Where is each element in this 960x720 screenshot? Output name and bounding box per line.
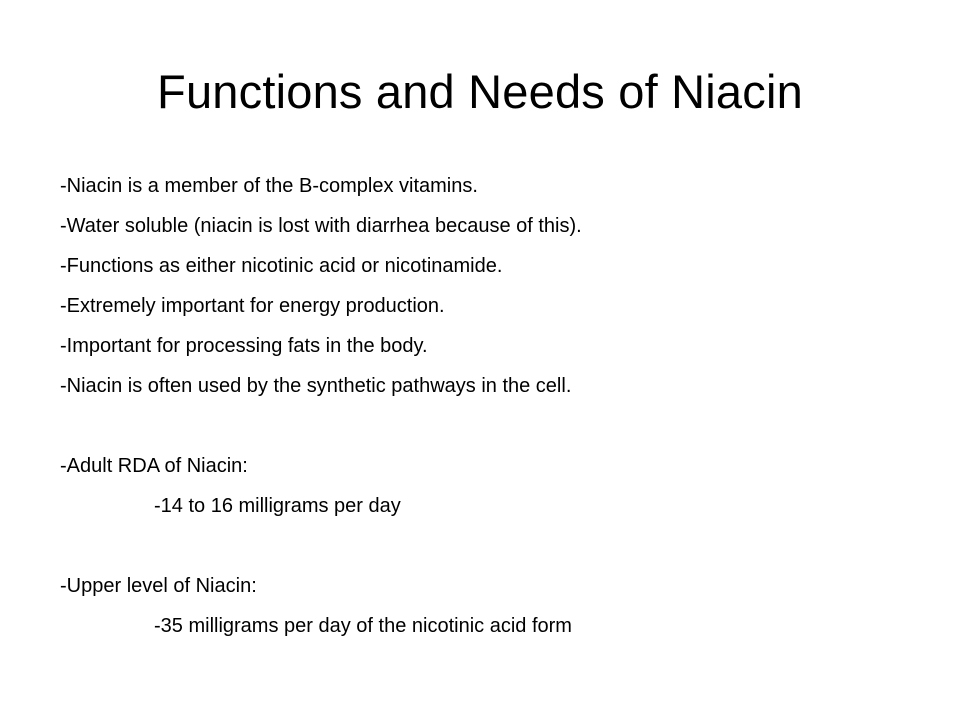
bullet-line: -Important for processing fats in the body.: [60, 335, 428, 357]
spacer: [60, 534, 920, 574]
upper-level-value: -35 milligrams per day of the nicotinic acid form: [154, 615, 572, 637]
bullet-line: -Functions as either nicotinic acid or nicotinamide.: [60, 255, 503, 277]
slide-title: Functions and Needs of Niacin: [157, 65, 803, 118]
upper-level-heading: -Upper level of Niacin:: [60, 575, 257, 597]
bullet-line: -Niacin is often used by the synthetic pathways in the cell.: [60, 375, 572, 397]
bullet-line: -Niacin is a member of the B-complex vitamins.: [60, 175, 478, 197]
rda-value: -14 to 16 milligrams per day: [154, 495, 401, 517]
rda-heading: -Adult RDA of Niacin:: [60, 455, 248, 477]
bullet-line: -Water soluble (niacin is lost with diarrhea because of this).: [60, 215, 582, 237]
bullet-line: -Extremely important for energy production.: [60, 295, 445, 317]
spacer: [60, 414, 920, 454]
slide-body: [60, 174, 920, 654]
